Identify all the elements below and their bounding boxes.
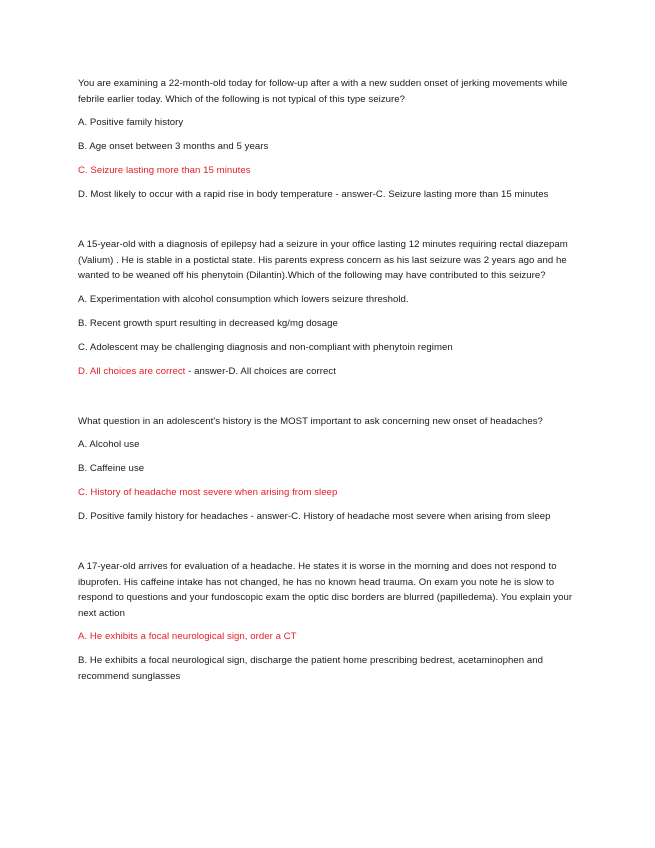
answer-option-with-key [78,364,578,380]
question-block-1 [78,76,578,203]
answer-option: B. Caffeine use [78,463,145,474]
document-page [78,76,578,693]
question-stem: A 15-year-old with a diagnosis of epilepsy had a seizure in your office lasting 12 minutes requiring rectal diazepam (Valium) . He is stable in a postictal state. His parents express concern as his last seizure was 2 years ago and he wanted to be weaned off his phenytoin (Dilantin).Which of the following may have contributed to this seizure? [78,239,568,281]
answer-option-with-key: D. Most likely to occur with a rapid rise in body temperature - answer-C. Seizure lasting more than 15 minutes [78,189,549,200]
answer-option: A. Experimentation with alcohol consumption which lowers seizure threshold. [78,293,409,305]
correct-answer-option: A. He exhibits a focal neurological sign, order a CT [78,631,297,642]
section-gap [78,211,578,237]
question-block-3 [78,414,578,525]
answer-option: B. Age onset between 3 months and 5 years [78,141,269,152]
answer-option: C. Adolescent may be challenging diagnosis and non-compliant with phenytoin regimen [78,341,453,353]
section-gap [78,388,578,414]
answer-option: B. Recent growth spurt resulting in decreased kg/mg dosage [78,317,338,329]
correct-answer-option: C. History of headache most severe when arising from sleep [78,487,338,498]
section-gap [78,533,578,559]
correct-answer-option: D. All choices are correct [78,365,186,377]
answer-option-with-key: D. Positive family history for headaches - answer-C. History of headache most severe when arising from sleep [78,511,551,522]
question-stem: You are examining a 22-month-old today for follow-up after a with a new sudden onset of jerking movements while febrile earlier today. Which of the following is not typical of this type seizure? [78,78,568,105]
question-block-2 [78,237,578,379]
answer-option: A. Positive family history [78,117,184,128]
answer-option: B. He exhibits a focal neurological sign, discharge the patient home prescribing bedrest, acetaminophen and recommend sunglasses [78,655,544,682]
answer-option: A. Alcohol use [78,439,140,450]
question-stem: A 17-year-old arrives for evaluation of a headache. He states it is worse in the morning and does not respond to ibuprofen. His caffeine intake has not changed, he has no known head trauma. On exam you note he is slow to respond to questions and your fundoscopic exam the optic disc borders are blurred (papilledema). You explain your next action [78,561,573,619]
question-block-4 [78,559,578,684]
correct-answer-option: C. Seizure lasting more than 15 minutes [78,165,251,176]
answer-key-text: - answer-D. All choices are correct [185,365,336,377]
question-stem: What question in an adolescent's history is the MOST important to ask concerning new onset of headaches? [78,415,543,427]
